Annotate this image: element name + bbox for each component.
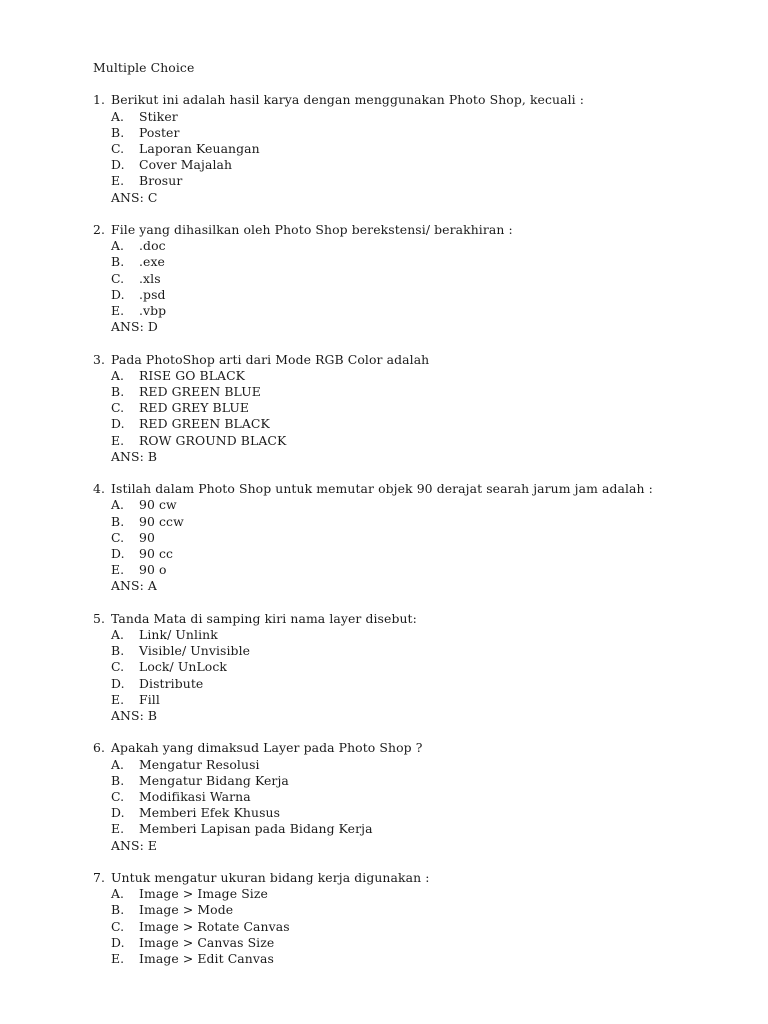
option-a <box>93 627 713 643</box>
option-text: .exe <box>139 254 165 270</box>
option-d <box>93 676 713 692</box>
option-text: Lock/ UnLock <box>139 659 228 675</box>
option-letter: A. <box>111 497 125 513</box>
option-c <box>93 919 713 935</box>
option-letter: E. <box>111 691 125 707</box>
option-text: RED GREY BLUE <box>139 400 250 416</box>
option-letter: C. <box>111 918 125 934</box>
option-b <box>93 254 713 270</box>
option-text: .doc <box>139 238 166 254</box>
option-letter: E. <box>111 432 125 448</box>
option-text: Memberi Efek Khusus <box>139 805 281 821</box>
question-stem <box>93 481 713 497</box>
answer-key: ANS: B <box>111 708 158 724</box>
option-a <box>93 757 713 773</box>
option-text: Distribute <box>139 675 204 691</box>
option-text: Laporan Keuangan <box>139 140 260 156</box>
question-stem <box>93 352 713 368</box>
option-e <box>93 951 713 967</box>
option-text: Image > Canvas Size <box>139 934 275 950</box>
option-e <box>93 303 713 319</box>
option-text: 90 cw <box>139 497 177 513</box>
question-4 <box>93 481 713 594</box>
option-text: RED GREEN BLUE <box>139 384 261 399</box>
option-letter: D. <box>111 157 125 173</box>
answer-key: ANS: C <box>111 189 158 205</box>
option-letter: E. <box>111 173 125 189</box>
question-text: Pada PhotoShop arti dari Mode RGB Color adalah <box>111 351 430 367</box>
option-c <box>93 659 713 675</box>
option-letter: E. <box>111 303 125 318</box>
answer-key: ANS: E <box>111 837 158 853</box>
option-letter: C. <box>111 529 125 545</box>
question-number: 2. <box>93 221 106 237</box>
question-stem <box>93 870 713 886</box>
option-d <box>93 546 713 562</box>
option-d <box>93 157 713 173</box>
option-c <box>93 530 713 546</box>
option-e <box>93 821 713 837</box>
option-text: Image > Edit Canvas <box>139 951 274 967</box>
answer-key: ANS: D <box>111 319 158 335</box>
option-text: 90 cc <box>139 546 174 562</box>
question-number: 3. <box>93 351 106 367</box>
option-a <box>93 886 713 902</box>
option-letter: C. <box>111 400 125 416</box>
question-number: 5. <box>93 610 106 626</box>
question-1 <box>93 92 713 205</box>
question-6 <box>93 740 713 853</box>
option-letter: E. <box>111 821 125 837</box>
option-c <box>93 141 713 157</box>
option-c <box>93 271 713 287</box>
option-text: Fill <box>139 691 160 707</box>
option-d <box>93 805 713 821</box>
option-text: 90 o <box>139 562 167 578</box>
option-text: Image > Image Size <box>139 886 268 902</box>
answer-key: ANS: A <box>111 578 157 594</box>
option-letter: C. <box>111 270 125 286</box>
document-title: Multiple Choice <box>93 60 195 75</box>
option-letter: E. <box>111 951 125 967</box>
answer-key: ANS: B <box>111 448 158 464</box>
question-2 <box>93 222 713 335</box>
option-letter: C. <box>111 789 125 805</box>
option-b <box>93 773 713 789</box>
option-a <box>93 368 713 384</box>
option-letter: A. <box>111 886 125 902</box>
option-letter: C. <box>111 659 125 675</box>
option-letter: D. <box>111 934 125 950</box>
option-letter: D. <box>111 805 125 821</box>
option-letter: E. <box>111 562 125 578</box>
option-letter: D. <box>111 546 125 562</box>
option-letter: B. <box>111 124 125 140</box>
question-3 <box>93 352 713 465</box>
option-letter: B. <box>111 643 125 659</box>
question-7 <box>93 870 713 967</box>
option-text: ROW GROUND BLACK <box>139 432 287 448</box>
option-text: Link/ Unlink <box>139 627 218 643</box>
option-letter: B. <box>111 384 125 399</box>
option-text: 90 ccw <box>139 513 184 529</box>
question-text: File yang dihasilkan oleh Photo Shop berekstensi/ berakhiran : <box>111 221 513 237</box>
question-stem <box>93 611 713 627</box>
option-text: Mengatur Bidang Kerja <box>139 772 289 788</box>
option-letter: A. <box>111 108 125 124</box>
option-text: Memberi Lapisan pada Bidang Kerja <box>139 821 373 837</box>
option-text: .xls <box>139 270 161 286</box>
option-text: 90 <box>139 529 155 545</box>
option-text: .psd <box>139 286 166 302</box>
question-stem <box>93 222 713 238</box>
question-stem <box>93 92 713 108</box>
option-letter: D. <box>111 675 125 691</box>
option-b <box>93 384 713 400</box>
option-b <box>93 902 713 918</box>
option-b <box>93 643 713 659</box>
option-d <box>93 416 713 432</box>
option-text: Cover Majalah <box>139 157 233 173</box>
option-c <box>93 789 713 805</box>
option-text: Image > Rotate Canvas <box>139 918 290 934</box>
option-text: Brosur <box>139 173 183 189</box>
option-e <box>93 692 713 708</box>
option-letter: D. <box>111 416 125 432</box>
option-text: RISE GO BLACK <box>139 367 246 383</box>
option-letter: A. <box>111 756 125 772</box>
document-page <box>93 60 713 983</box>
question-stem <box>93 740 713 756</box>
option-e <box>93 562 713 578</box>
option-letter: A. <box>111 238 125 254</box>
option-text: Stiker <box>139 108 178 124</box>
question-number: 4. <box>93 481 106 497</box>
question-number: 7. <box>93 870 106 886</box>
option-text: Visible/ Unvisible <box>139 643 251 659</box>
option-text: Modifikasi Warna <box>139 789 251 805</box>
option-text: RED GREEN BLACK <box>139 416 270 432</box>
option-a <box>93 497 713 513</box>
question-text: Berikut ini adalah hasil karya dengan menggunakan Photo Shop, kecuali : <box>111 92 585 108</box>
option-letter: A. <box>111 367 125 383</box>
question-5 <box>93 611 713 724</box>
option-text: Mengatur Resolusi <box>139 756 260 772</box>
option-letter: A. <box>111 627 125 643</box>
option-c <box>93 400 713 416</box>
option-text: .vbp <box>139 303 167 318</box>
option-letter: D. <box>111 286 125 302</box>
question-number: 6. <box>93 740 106 756</box>
option-d <box>93 935 713 951</box>
option-e <box>93 433 713 449</box>
question-text: Apakah yang dimaksud Layer pada Photo Shop ? <box>111 740 423 756</box>
option-e <box>93 173 713 189</box>
option-d <box>93 287 713 303</box>
option-b <box>93 514 713 530</box>
option-letter: B. <box>111 254 125 270</box>
question-number: 1. <box>93 92 106 108</box>
option-a <box>93 109 713 125</box>
option-text: Poster <box>139 124 180 140</box>
option-letter: B. <box>111 772 125 788</box>
option-letter: C. <box>111 140 125 156</box>
option-letter: B. <box>111 902 125 918</box>
option-a <box>93 238 713 254</box>
option-b <box>93 125 713 141</box>
option-text: Image > Mode <box>139 902 234 918</box>
question-text: Tanda Mata di samping kiri nama layer disebut: <box>111 610 417 626</box>
question-text: Untuk mengatur ukuran bidang kerja digunakan : <box>111 870 430 886</box>
option-letter: B. <box>111 513 125 529</box>
question-text: Istilah dalam Photo Shop untuk memutar objek 90 derajat searah jarum jam adalah : <box>111 481 653 497</box>
